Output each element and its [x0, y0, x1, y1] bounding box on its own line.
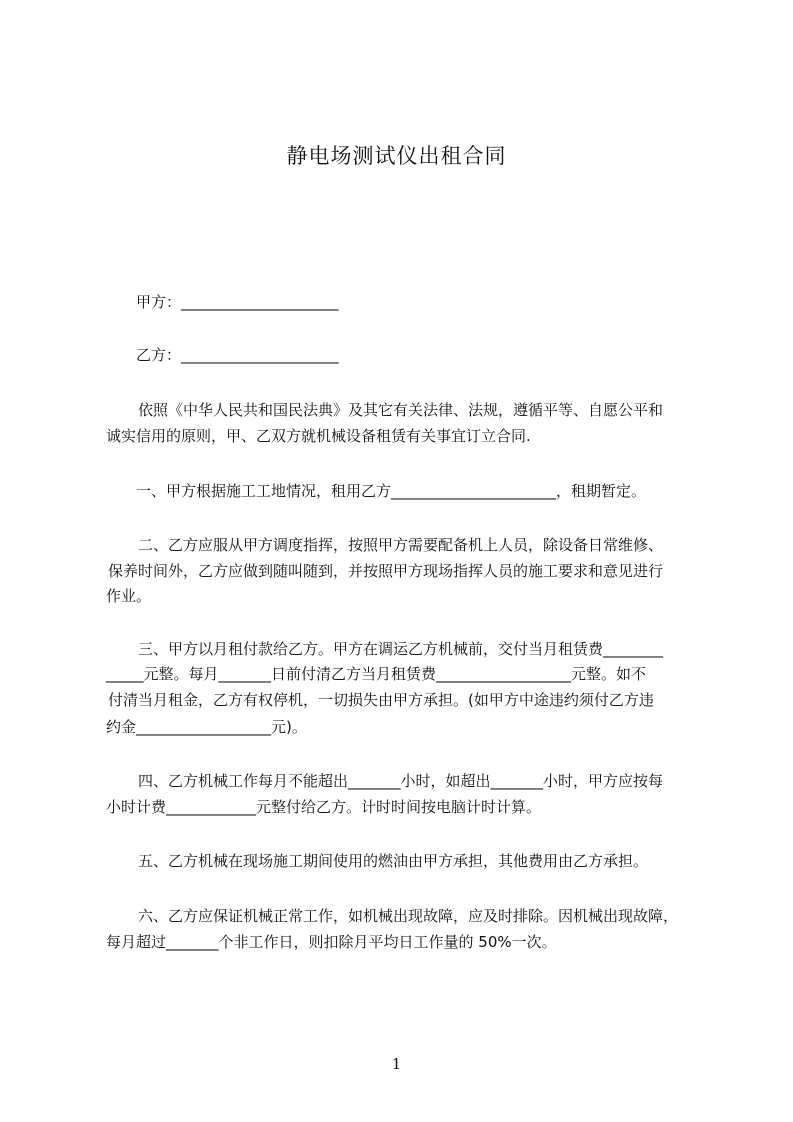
document-title: 静电场测试仪出租合同 — [286, 144, 507, 168]
clause-6-line-2: 每月超过_______个非工作日，则扣除月平均日工作量的 50%一次。 — [106, 933, 557, 951]
clause-3-line-3: 付清当月租金，乙方有权停机，一切损失由甲方承担。(如甲方中途违约须付乙方违 — [108, 691, 654, 709]
party-b-line: 乙方：_____________________ — [136, 346, 339, 364]
clause-2-line-3: 作业。 — [106, 587, 152, 605]
intro-line-2: 诚实信用的原则，甲、乙双方就机械设备租赁有关事宜订立合同. — [106, 427, 531, 445]
clause-3-line-1: 三、甲方以月租付款给乙方。甲方在调运乙方机械前，交付当月租赁费________ — [138, 640, 664, 658]
clause-2-line-2: 保养时间外，乙方应做到随叫随到，并按照甲方现场指挥人员的施工要求和意见进行 — [108, 562, 664, 580]
clause-3-line-2: _____元整。每月_______日前付清乙方当月租赁费__________________元整。如不 — [106, 665, 647, 683]
clause-5-line-1: 五、乙方机械在现场施工期间使用的燃油由甲方承担，其他费用由乙方承担。 — [138, 852, 649, 870]
clause-1-line-1: 一、甲方根据施工工地情况，租用乙方______________________，租期暂定。 — [136, 482, 647, 500]
page-number: 1 — [391, 1055, 402, 1073]
clause-3-line-4: 约金__________________元)。 — [106, 718, 307, 736]
intro-line-1: 依照《中华人民共和国民法典》及其它有关法律、法规，遵循平等、自愿公平和 — [138, 401, 664, 419]
clause-4-line-1: 四、乙方机械工作每月不能超出_______小时，如超出_______小时，甲方应按每 — [138, 772, 664, 790]
clause-4-line-2: 小时计费____________元整付给乙方。计时时间按电脑计时计算。 — [106, 798, 542, 816]
clause-2-line-1: 二、乙方应服从甲方调度指挥，按照甲方需要配备机上人员，除设备日常维修、 — [138, 536, 664, 554]
party-a-line: 甲方：_____________________ — [136, 293, 339, 311]
clause-6-line-1: 六、乙方应保证机械正常工作，如机械出现故障，应及时排除。因机械出现故障， — [138, 907, 679, 925]
